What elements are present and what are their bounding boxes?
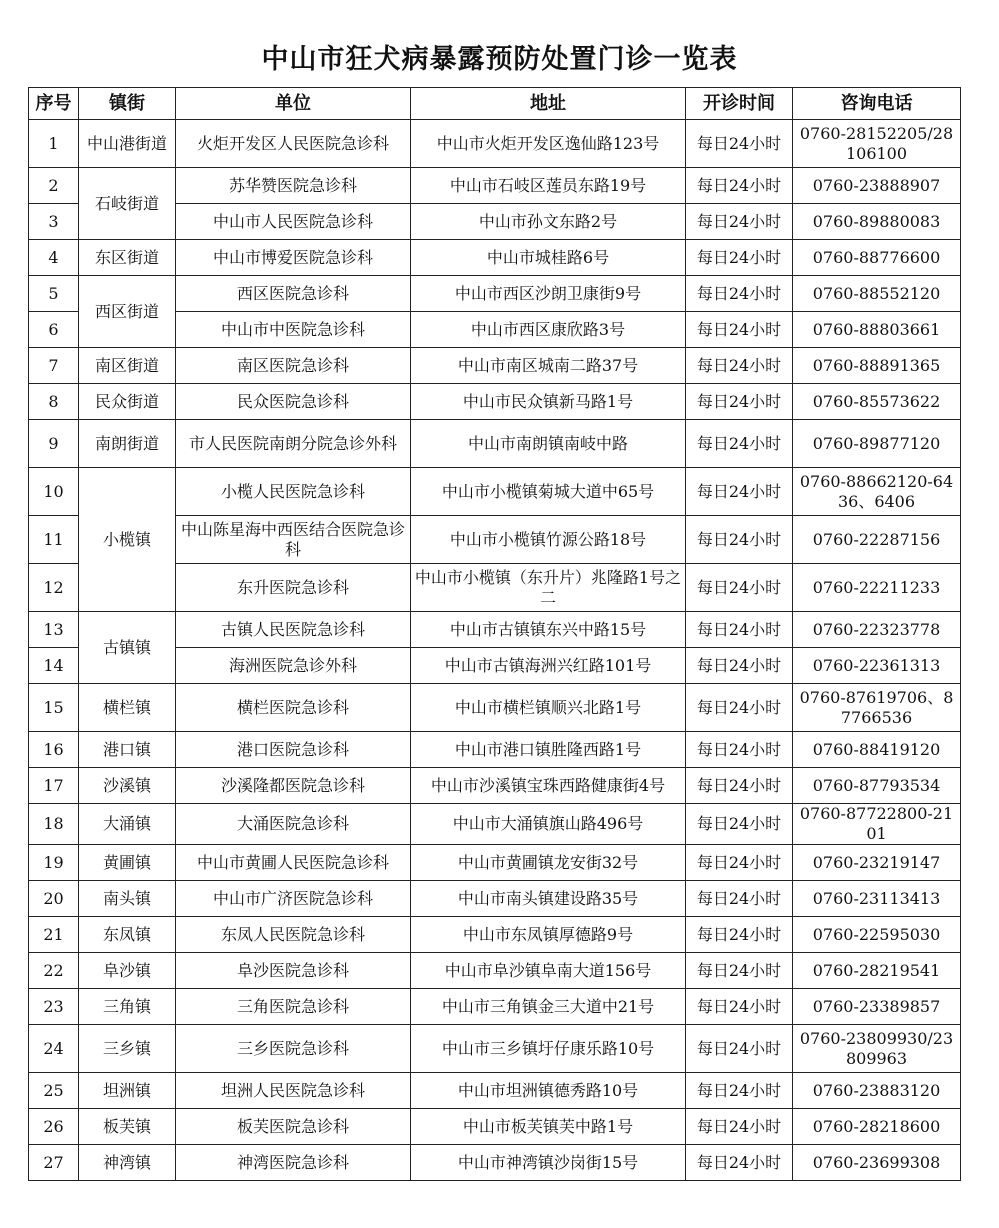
row-phone: 0760-87793534 bbox=[793, 768, 961, 804]
row-unit: 阜沙医院急诊科 bbox=[176, 953, 411, 989]
table-row bbox=[29, 384, 961, 420]
row-address: 中山市大涌镇旗山路496号 bbox=[411, 804, 686, 845]
row-unit: 东凤人民医院急诊科 bbox=[176, 917, 411, 953]
row-address: 中山市坦洲镇德秀路10号 bbox=[411, 1073, 686, 1109]
row-hours: 每日24小时 bbox=[686, 120, 793, 168]
row-town: 坦洲镇 bbox=[79, 1073, 176, 1109]
row-phone: 0760-23113413 bbox=[793, 881, 961, 917]
row-hours: 每日24小时 bbox=[686, 204, 793, 240]
row-phone: 0760-87722800-2101 bbox=[793, 804, 961, 845]
row-phone: 0760-88419120 bbox=[793, 732, 961, 768]
row-index: 24 bbox=[29, 1025, 79, 1073]
row-town: 三乡镇 bbox=[79, 1025, 176, 1073]
row-unit: 古镇人民医院急诊科 bbox=[176, 612, 411, 648]
row-hours: 每日24小时 bbox=[686, 684, 793, 732]
row-town: 民众街道 bbox=[79, 384, 176, 420]
row-index: 5 bbox=[29, 276, 79, 312]
row-address: 中山市小榄镇竹源公路18号 bbox=[411, 516, 686, 564]
row-index: 23 bbox=[29, 989, 79, 1025]
table-row bbox=[29, 612, 961, 648]
row-index: 11 bbox=[29, 516, 79, 564]
row-index: 25 bbox=[29, 1073, 79, 1109]
row-index: 14 bbox=[29, 648, 79, 684]
row-address: 中山市民众镇新马路1号 bbox=[411, 384, 686, 420]
row-address: 中山市孙文东路2号 bbox=[411, 204, 686, 240]
row-town: 板芙镇 bbox=[79, 1109, 176, 1145]
row-phone: 0760-28152205/28106100 bbox=[793, 120, 961, 168]
row-index: 4 bbox=[29, 240, 79, 276]
row-address: 中山市小榄镇菊城大道中65号 bbox=[411, 468, 686, 516]
row-town: 南区街道 bbox=[79, 348, 176, 384]
row-hours: 每日24小时 bbox=[686, 1073, 793, 1109]
row-index: 18 bbox=[29, 804, 79, 845]
row-unit: 中山市黄圃人民医院急诊科 bbox=[176, 845, 411, 881]
row-phone: 0760-23809930/23809963 bbox=[793, 1025, 961, 1073]
row-unit: 三乡医院急诊科 bbox=[176, 1025, 411, 1073]
table-row bbox=[29, 1073, 961, 1109]
row-town: 西区街道 bbox=[79, 276, 176, 348]
row-phone: 0760-23699308 bbox=[793, 1145, 961, 1181]
table-row bbox=[29, 348, 961, 384]
row-unit: 港口医院急诊科 bbox=[176, 732, 411, 768]
row-phone: 0760-28219541 bbox=[793, 953, 961, 989]
row-phone: 0760-22595030 bbox=[793, 917, 961, 953]
row-town: 神湾镇 bbox=[79, 1145, 176, 1181]
table-header-row bbox=[29, 88, 961, 120]
row-town: 大涌镇 bbox=[79, 804, 176, 845]
table-row bbox=[29, 989, 961, 1025]
table-row bbox=[29, 420, 961, 468]
table-row bbox=[29, 768, 961, 804]
row-hours: 每日24小时 bbox=[686, 384, 793, 420]
row-town: 黄圃镇 bbox=[79, 845, 176, 881]
row-address: 中山市城桂路6号 bbox=[411, 240, 686, 276]
row-index: 2 bbox=[29, 168, 79, 204]
row-phone: 0760-89877120 bbox=[793, 420, 961, 468]
row-index: 22 bbox=[29, 953, 79, 989]
table-row bbox=[29, 240, 961, 276]
row-index: 9 bbox=[29, 420, 79, 468]
row-unit: 横栏医院急诊科 bbox=[176, 684, 411, 732]
row-address: 中山市三角镇金三大道中21号 bbox=[411, 989, 686, 1025]
row-hours: 每日24小时 bbox=[686, 468, 793, 516]
table-row bbox=[29, 168, 961, 204]
table-row bbox=[29, 1025, 961, 1073]
row-hours: 每日24小时 bbox=[686, 804, 793, 845]
table-row bbox=[29, 684, 961, 732]
row-unit: 坦洲人民医院急诊科 bbox=[176, 1073, 411, 1109]
row-index: 6 bbox=[29, 312, 79, 348]
row-town: 横栏镇 bbox=[79, 684, 176, 732]
row-hours: 每日24小时 bbox=[686, 516, 793, 564]
row-hours: 每日24小时 bbox=[686, 1025, 793, 1073]
row-unit: 神湾医院急诊科 bbox=[176, 1145, 411, 1181]
row-index: 17 bbox=[29, 768, 79, 804]
row-hours: 每日24小时 bbox=[686, 732, 793, 768]
row-hours: 每日24小时 bbox=[686, 276, 793, 312]
row-unit: 中山市广济医院急诊科 bbox=[176, 881, 411, 917]
row-phone: 0760-28218600 bbox=[793, 1109, 961, 1145]
table-row bbox=[29, 468, 961, 516]
table-row bbox=[29, 845, 961, 881]
table-row bbox=[29, 953, 961, 989]
row-town: 三角镇 bbox=[79, 989, 176, 1025]
row-phone: 0760-22211233 bbox=[793, 564, 961, 612]
row-hours: 每日24小时 bbox=[686, 240, 793, 276]
row-phone: 0760-88552120 bbox=[793, 276, 961, 312]
row-unit: 大涌医院急诊科 bbox=[176, 804, 411, 845]
row-index: 1 bbox=[29, 120, 79, 168]
row-index: 10 bbox=[29, 468, 79, 516]
row-index: 12 bbox=[29, 564, 79, 612]
row-unit: 南区医院急诊科 bbox=[176, 348, 411, 384]
row-unit: 中山陈星海中西医结合医院急诊科 bbox=[176, 516, 411, 564]
row-town: 古镇镇 bbox=[79, 612, 176, 684]
row-phone: 0760-88776600 bbox=[793, 240, 961, 276]
row-index: 15 bbox=[29, 684, 79, 732]
row-hours: 每日24小时 bbox=[686, 168, 793, 204]
table-row bbox=[29, 1109, 961, 1145]
row-address: 中山市南头镇建设路35号 bbox=[411, 881, 686, 917]
row-unit: 中山市人民医院急诊科 bbox=[176, 204, 411, 240]
row-index: 26 bbox=[29, 1109, 79, 1145]
row-index: 19 bbox=[29, 845, 79, 881]
page-title: 中山市狂犬病暴露预防处置门诊一览表 bbox=[261, 44, 738, 75]
row-hours: 每日24小时 bbox=[686, 881, 793, 917]
row-town: 中山港街道 bbox=[79, 120, 176, 168]
row-address: 中山市火炬开发区逸仙路123号 bbox=[411, 120, 686, 168]
row-unit: 中山市博爱医院急诊科 bbox=[176, 240, 411, 276]
row-phone: 0760-22361313 bbox=[793, 648, 961, 684]
row-hours: 每日24小时 bbox=[686, 989, 793, 1025]
row-address: 中山市阜沙镇阜南大道156号 bbox=[411, 953, 686, 989]
row-address: 中山市板芙镇芙中路1号 bbox=[411, 1109, 686, 1145]
row-phone: 0760-23389857 bbox=[793, 989, 961, 1025]
row-address: 中山市黄圃镇龙安街32号 bbox=[411, 845, 686, 881]
row-hours: 每日24小时 bbox=[686, 845, 793, 881]
row-index: 20 bbox=[29, 881, 79, 917]
row-address: 中山市小榄镇（东升片）兆隆路1号之二 bbox=[411, 564, 686, 612]
row-hours: 每日24小时 bbox=[686, 312, 793, 348]
row-index: 7 bbox=[29, 348, 79, 384]
row-unit: 中山市中医院急诊科 bbox=[176, 312, 411, 348]
row-town: 东凤镇 bbox=[79, 917, 176, 953]
row-index: 27 bbox=[29, 1145, 79, 1181]
row-phone: 0760-88662120-6436、6406 bbox=[793, 468, 961, 516]
row-address: 中山市古镇海洲兴红路101号 bbox=[411, 648, 686, 684]
row-town: 南朗街道 bbox=[79, 420, 176, 468]
header-index: 序号 bbox=[29, 88, 79, 120]
row-phone: 0760-85573622 bbox=[793, 384, 961, 420]
row-hours: 每日24小时 bbox=[686, 1109, 793, 1145]
table-row bbox=[29, 1145, 961, 1181]
row-index: 21 bbox=[29, 917, 79, 953]
row-hours: 每日24小时 bbox=[686, 564, 793, 612]
row-index: 13 bbox=[29, 612, 79, 648]
table-row bbox=[29, 120, 961, 168]
row-address: 中山市横栏镇顺兴北路1号 bbox=[411, 684, 686, 732]
row-address: 中山市神湾镇沙岗街15号 bbox=[411, 1145, 686, 1181]
table-row bbox=[29, 881, 961, 917]
row-town: 东区街道 bbox=[79, 240, 176, 276]
header-hours: 开诊时间 bbox=[686, 88, 793, 120]
row-unit: 沙溪隆都医院急诊科 bbox=[176, 768, 411, 804]
row-unit: 板芙医院急诊科 bbox=[176, 1109, 411, 1145]
row-unit: 东升医院急诊科 bbox=[176, 564, 411, 612]
header-unit: 单位 bbox=[176, 88, 411, 120]
header-address: 地址 bbox=[411, 88, 686, 120]
row-phone: 0760-88891365 bbox=[793, 348, 961, 384]
row-address: 中山市沙溪镇宝珠西路健康街4号 bbox=[411, 768, 686, 804]
row-address: 中山市港口镇胜隆西路1号 bbox=[411, 732, 686, 768]
table-row bbox=[29, 917, 961, 953]
row-address: 中山市南朗镇南岐中路 bbox=[411, 420, 686, 468]
row-unit: 三角医院急诊科 bbox=[176, 989, 411, 1025]
row-phone: 0760-22287156 bbox=[793, 516, 961, 564]
row-address: 中山市西区康欣路3号 bbox=[411, 312, 686, 348]
row-address: 中山市东凤镇厚德路9号 bbox=[411, 917, 686, 953]
row-address: 中山市古镇镇东兴中路15号 bbox=[411, 612, 686, 648]
row-town: 港口镇 bbox=[79, 732, 176, 768]
row-unit: 海洲医院急诊外科 bbox=[176, 648, 411, 684]
table-row bbox=[29, 732, 961, 768]
table-row bbox=[29, 276, 961, 312]
row-unit: 苏华赞医院急诊科 bbox=[176, 168, 411, 204]
row-hours: 每日24小时 bbox=[686, 917, 793, 953]
table-row bbox=[29, 804, 961, 845]
row-unit: 西区医院急诊科 bbox=[176, 276, 411, 312]
row-hours: 每日24小时 bbox=[686, 648, 793, 684]
row-town: 沙溪镇 bbox=[79, 768, 176, 804]
row-phone: 0760-88803661 bbox=[793, 312, 961, 348]
row-town: 阜沙镇 bbox=[79, 953, 176, 989]
row-address: 中山市三乡镇圩仔康乐路10号 bbox=[411, 1025, 686, 1073]
row-unit: 市人民医院南朗分院急诊外科 bbox=[176, 420, 411, 468]
header-town: 镇街 bbox=[79, 88, 176, 120]
row-unit: 民众医院急诊科 bbox=[176, 384, 411, 420]
row-address: 中山市石岐区莲员东路19号 bbox=[411, 168, 686, 204]
row-unit: 火炬开发区人民医院急诊科 bbox=[176, 120, 411, 168]
row-hours: 每日24小时 bbox=[686, 768, 793, 804]
clinic-table bbox=[28, 87, 961, 1181]
row-phone: 0760-87619706、87766536 bbox=[793, 684, 961, 732]
row-town: 小榄镇 bbox=[79, 468, 176, 612]
row-hours: 每日24小时 bbox=[686, 953, 793, 989]
row-index: 16 bbox=[29, 732, 79, 768]
row-index: 8 bbox=[29, 384, 79, 420]
row-phone: 0760-23883120 bbox=[793, 1073, 961, 1109]
row-address: 中山市南区城南二路37号 bbox=[411, 348, 686, 384]
row-unit: 小榄人民医院急诊科 bbox=[176, 468, 411, 516]
row-address: 中山市西区沙朗卫康街9号 bbox=[411, 276, 686, 312]
header-phone: 咨询电话 bbox=[793, 88, 961, 120]
row-phone: 0760-22323778 bbox=[793, 612, 961, 648]
row-hours: 每日24小时 bbox=[686, 1145, 793, 1181]
row-town: 南头镇 bbox=[79, 881, 176, 917]
row-phone: 0760-23888907 bbox=[793, 168, 961, 204]
row-index: 3 bbox=[29, 204, 79, 240]
row-phone: 0760-23219147 bbox=[793, 845, 961, 881]
row-town: 石岐街道 bbox=[79, 168, 176, 240]
row-phone: 0760-89880083 bbox=[793, 204, 961, 240]
row-hours: 每日24小时 bbox=[686, 420, 793, 468]
row-hours: 每日24小时 bbox=[686, 612, 793, 648]
row-hours: 每日24小时 bbox=[686, 348, 793, 384]
